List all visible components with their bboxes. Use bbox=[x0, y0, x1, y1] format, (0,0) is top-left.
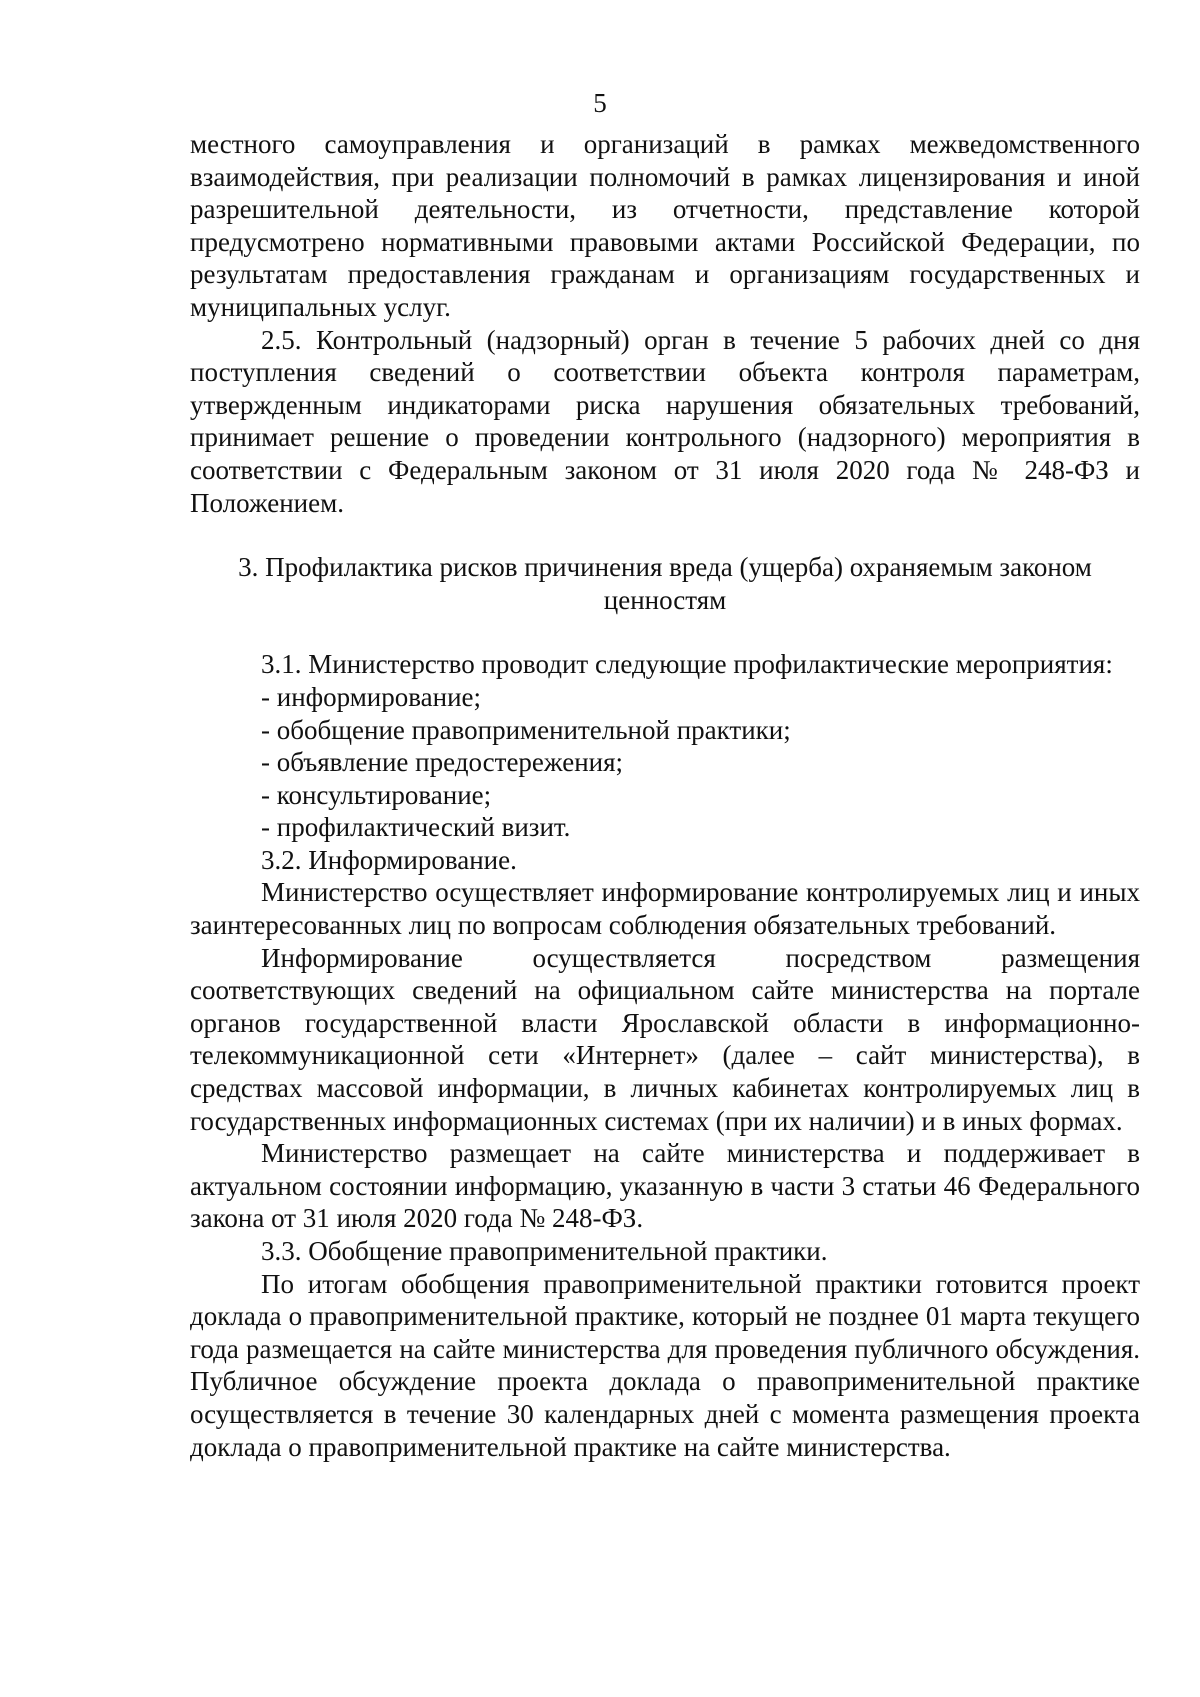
section-3-heading: 3. Профилактика рисков причинения вреда (ущерба) охраняемым законом ценностям bbox=[238, 552, 1092, 615]
list-item: - обобщение правоприменительной практики; bbox=[261, 714, 791, 745]
paragraph-3-2-text-2: Информирование осуществляется посредством размещения соответствующих сведений на официальном сайте министерства на портале органов государственной власти Ярославской области в информационно-телекоммуникационной сети «Интернет» (далее – сайт министерства), в средствах массовой информации, в личных кабинетах контролируемых лиц в государственных информационных системах (при их наличии) и в иных формах. bbox=[190, 942, 1140, 1136]
paragraph-3-2-title: 3.2. Информирование. bbox=[261, 844, 517, 875]
list-item: - объявление предостережения; bbox=[261, 747, 624, 778]
list-item: - профилактический визит. bbox=[261, 812, 571, 843]
list-item: - информирование; bbox=[261, 681, 482, 712]
paragraph-3-2-text-3: Министерство размещает на сайте министерства и поддерживает в актуальном состоянии информацию, указанную в части 3 статьи 46 Федерального закона от 31 июля 2020 года № 248-ФЗ. bbox=[190, 1138, 1140, 1234]
paragraph-3-3-title: 3.3. Обобщение правоприменительной практики. bbox=[261, 1236, 828, 1266]
paragraph-2-5: 2.5. Контрольный (надзорный) орган в течение 5 рабочих дней со дня поступления сведений о соответствии объекта контроля параметрам, утвержденным индикаторами риска нарушения обязательных требований, принимает решение о проведении контрольного (надзорного) мероприятия в соответствии с Федеральным законом от 31 июля 2020 года № 248-ФЗ и Положением. bbox=[190, 324, 1140, 518]
document-body bbox=[190, 128, 1140, 1463]
paragraph-3-2-text-1: Министерство осуществляет информирование контролируемых лиц и иных заинтересованных лиц по вопросам соблюдения обязательных требований. bbox=[190, 877, 1140, 941]
paragraph-continuation: местного самоуправления и организаций в рамках межведомственного взаимодействия, при реализации полномочий в рамках лицензирования и иной разрешительной деятельности, из отчетности, представление которой предусмотрено нормативными правовыми актами Российской Федерации, по результатам предоставления гражданам и организациям государственных и муниципальных услуг. bbox=[190, 129, 1140, 322]
paragraph-3-1-intro: 3.1. Министерство проводит следующие профилактические мероприятия: bbox=[261, 649, 1113, 680]
list-item: - консультирование; bbox=[261, 779, 492, 810]
paragraph-3-3-text-1: По итогам обобщения правоприменительной практики готовится проект доклада о правоприменительной практике, который не позднее 01 марта текущего года размещается на сайте министерства для проведения публичного обсуждения. Публичное обсуждение проекта доклада о правоприменительной практике осуществляется в течение 30 календарных дней с момента размещения проекта доклада о правоприменительной практике на сайте министерства. bbox=[190, 1268, 1140, 1462]
page-number: 5 bbox=[593, 88, 607, 118]
